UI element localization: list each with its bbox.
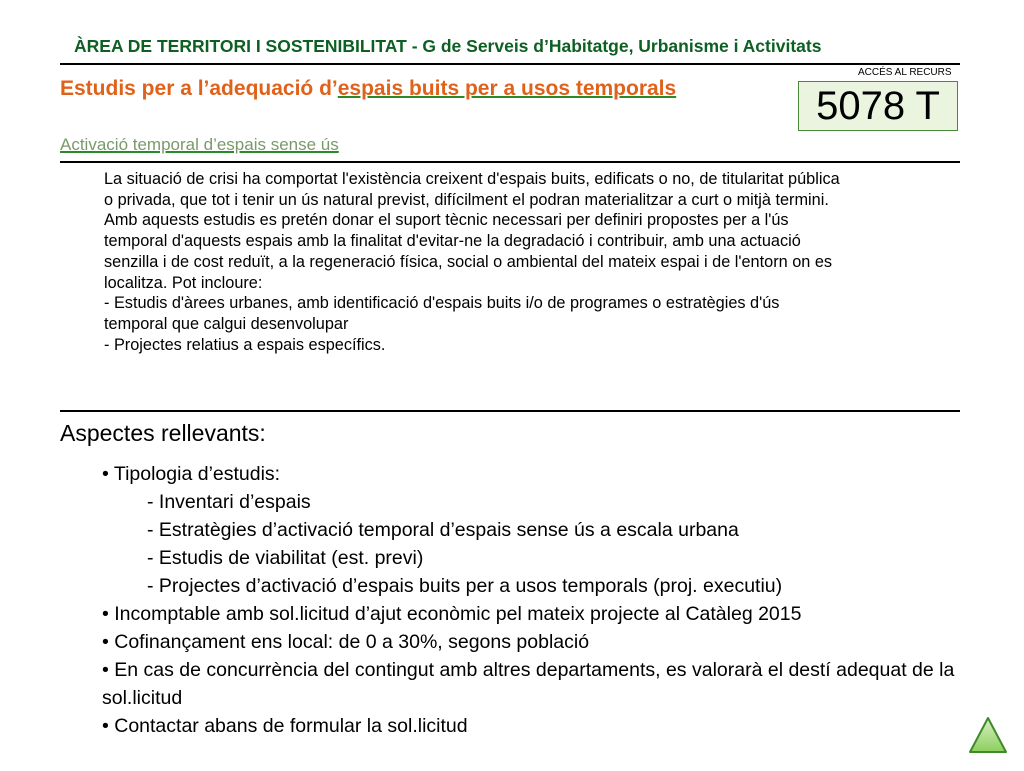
recurs-label: ACCÉS AL RECURS <box>858 67 952 78</box>
description-line: - Projectes relatius a espais específics. <box>104 335 386 354</box>
description-line: temporal que calgui desenvolupar <box>104 314 349 333</box>
list-item: • Cofinançament ens local: de 0 a 30%, segons població <box>102 631 590 653</box>
subtitle-divider <box>60 161 960 163</box>
list-item: • Contactar abans de formular la sol.licitud <box>102 715 468 737</box>
list-item: • Incomptable amb sol.licitud d’ajut econòmic pel mateix projecte al Catàleg 2015 <box>102 603 802 625</box>
aspects-list <box>102 460 982 740</box>
recurs-code-box[interactable]: 5078 T <box>798 81 958 131</box>
description-line: temporal d'aquests espais amb la finalitat d'evitar-ne la degradació i contribuir, amb una actuació <box>104 232 801 251</box>
list-subitem: - Projectes d’activació d’espais buits per a usos temporals (proj. executiu) <box>147 575 783 597</box>
list-subitem: - Estudis de viabilitat (est. previ) <box>147 547 424 569</box>
description-block <box>104 169 964 355</box>
description-line: senzilla i de cost reduït, a la regeneració física, social o ambiental del mateix espai i de l'entorn on es <box>104 252 833 271</box>
up-triangle-icon[interactable] <box>968 716 1008 754</box>
description-line: localitza. Pot incloure: <box>104 273 263 292</box>
page-title-highlight: espais buits per a usos temporals <box>337 77 677 100</box>
description-line: Amb aquests estudis es pretén donar el suport tècnic necessari per definiri propostes per a l'ús <box>104 211 789 230</box>
list-subitem: - Inventari d’espais <box>147 491 311 513</box>
aspects-heading: Aspectes rellevants: <box>60 420 266 446</box>
page-title-prefix: Estudis per a l’adequació d’ <box>60 77 338 100</box>
page-title <box>60 75 720 102</box>
description-line: o privada, que tot i tenir un ús natural previst, difícilment el podran materialitzar a curt o mitjà termini. <box>104 190 829 209</box>
section-divider <box>60 410 960 412</box>
header-title: ÀREA DE TERRITORI I SOSTENIBILITAT - G de Serveis d’Habitatge, Urbanisme i Activitats <box>74 36 822 56</box>
header-divider <box>60 63 960 65</box>
description-line: - Estudis d'àrees urbanes, amb identificació d'espais buits i/o de programes o estratègies d'ús <box>104 294 780 313</box>
list-subitem: - Estratègies d’activació temporal d’espais sense ús a escala urbana <box>147 519 739 541</box>
list-item: • Tipologia d’estudis: <box>102 463 281 485</box>
list-item: • En cas de concurrència del contingut amb altres departaments, es valorarà el destí adequat de la sol.licitud <box>102 659 955 709</box>
page-subtitle: Activació temporal d’espais sense ús <box>60 135 339 154</box>
description-line: La situació de crisi ha comportat l'existència creixent d'espais buits, edificats o no, de titularitat pública <box>104 170 840 188</box>
